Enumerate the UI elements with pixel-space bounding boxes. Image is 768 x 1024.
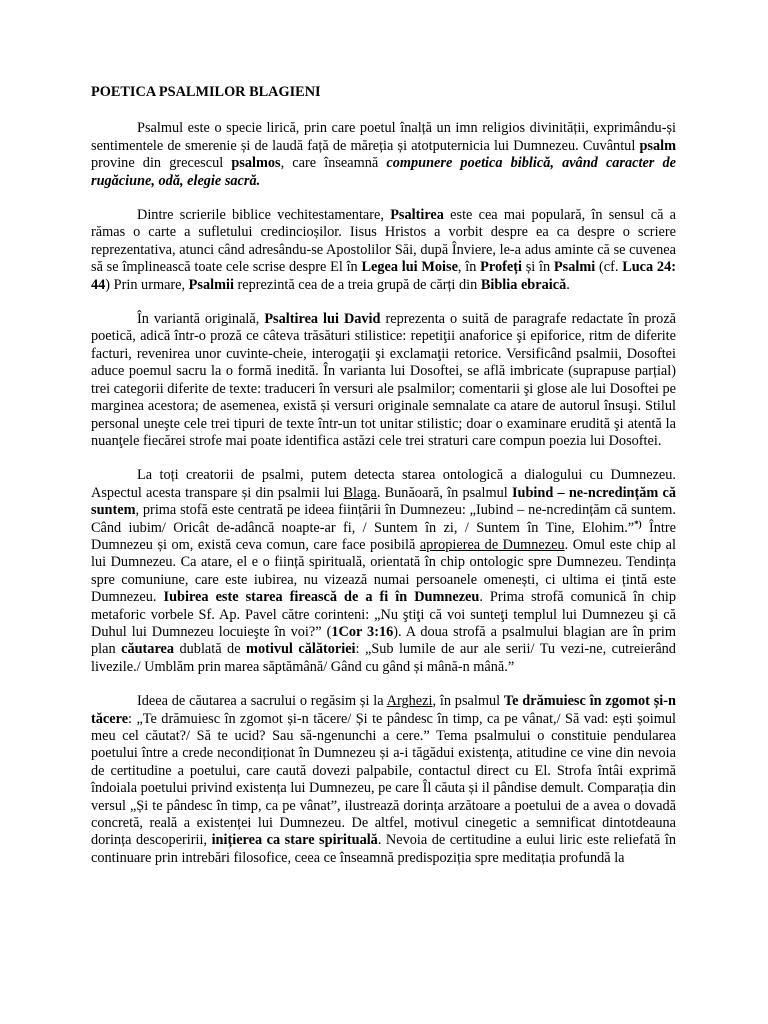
paragraph-3: În variantă originală, Psaltirea lui David reprezenta o suită de paragrafe redactate în proză poetică, adică într-o proză ce câteva trăsături stilistice: repetiţii anaforice şi epiforice, ritm de diferite facturi, revenirea unor cuvinte-cheie, interogaţii şi exclamaţii retorice. Versificând psalmii, Dosoftei aduce poemul sacru la o formă inedită. În varianta lui Dosoftei, se află imbricate (suprapuse parțial) trei categorii diferite de texte: traduceri în versuri ale psalmilor; comentarii şi glose ale lui Dosoftei pe marginea acestora; de asemenea, există și versuri originale semnalate ca atare de autorul însuşi. Stilul personal uneşte cele trei tipuri de texte într-un tot unitar stilistic; doar o examinare erudită şi atentă la nuanţele fiecărei strofe mai poate identifica astăzi cele trei straturi care compun poezia lui Dosoftei. bbox=[91, 311, 677, 449]
link-arghezi[interactable]: Arghezi bbox=[386, 693, 433, 710]
paragraph-5: Ideea de căutarea a sacrului o regăsim și la Arghezi, în psalmul Te drămuiesc în zgomot și-n tăcere: „Te drămuiesc în zgomot și-n tăcere/ Și te pândesc în timp, ca pe vânat,/ Să vad: ești șoimul meu cel căutat?/ Să te ucid? Sau să-ngenunchi a cere.” Tema psalmului o constituie pendularea poetului între a crede necondiționat în Dumnezeu și a-i tăgădui existența, atitudine ce vine din nevoia de certitudine a poetului, care caută dovezi palpabile, contactul direct cu El. Strofa întâi exprimă îndoiala poetului privind existența lui Dumnezeu, pe care Îl căuta și il pândise demult. Comparația din versul „Și te pândesc în timp, ca pe vânat”, ilustrează dorința arzătoare a poetului de a avea o dovadă concretă, reală a existenței lui Dumnezeu. De altfel, motivul cinegetic a semnificat dintotdeauna dorința descoperirii, inițierea ca stare spirituală. Nevoia de certitudine a eului liric este reliefată în continuare prin intrebări filosofice, ceea ce înseamnă predispoziția spre meditația profundă la bbox=[91, 693, 676, 866]
paragraph-1: Psalmul este o specie lirică, prin care poetul înalță un imn religios divinității, exprimându-și sentimentele de smerenie și de laudă față de măreția și atotputernicia lui Dumnezeu. Cuvântul psalm provine din grecescul psalmos, care înseamnă compunere poetica biblică, având caracter de rugăciune, odă, elegie sacră. bbox=[91, 120, 677, 189]
footnote-marker: *) bbox=[634, 518, 642, 529]
document-page bbox=[91, 84, 676, 867]
link-blaga[interactable]: Blaga bbox=[343, 484, 377, 501]
paragraph-4: La toți creatorii de psalmi, putem detecta starea ontologică a dialogului cu Dumnezeu. Aspectul acesta transpare și din psalmii lui Blaga. Bunăoară, în psalmul Iubind – ne-ncredințăm că suntem, prima stofă este centrată pe ideea ființării în Dumnezeu: „Iubind – ne-ncredințăm că suntem. Când iubim/ Oricât de-adâncă noapte-ar fi, / Suntem în zi, / Suntem în Tine, Elohim.”*) Între Dumnezeu și om, există ceva comun, care face posibilă apropierea de Dumnezeu. Omul este chip al lui Dumnezeu. Ca atare, el e o ființă spirituală, orientată în chip ontologic spre Dumnezeu. Tendința spre comuniune, care este iubirea, nu vizează numai persoanele omenești, ci ultima ei țintă este Dumnezeu. Iubirea este starea firească de a fi în Dumnezeu. Prima strofă comunică în chip metaforic vorbele Sf. Ap. Pavel către corinteni: „Nu ştiţi că voi sunteţi templul lui Dumnezeu şi că Duhul lui Dumnezeu locuieşte în voi?” (1Cor 3:16). A doua strofă a psalmului blagian are în prim plan căutarea dublată de motivul călătoriei: „Sub lumile de aur ale serii/ Tu vezi-ne, cutreierând livezile./ Umblăm prin marea săptămână/ Gând cu gând și mână-n mână.” bbox=[91, 467, 677, 675]
link-apropierea[interactable]: apropierea de Dumnezeu bbox=[419, 536, 565, 553]
document-title: POETICA PSALMILOR BLAGIENI bbox=[91, 84, 321, 100]
paragraph-2: Dintre scrierile biblice vechitestamentare, Psaltirea este cea mai populară, în sensul că a rămas o carte a sufletului credincioșilor. Iisus Hristos a vorbit despre ea ca despre o scriere reprezentativa, atunci când adresându-se Apostolilor Săi, după Înviere, le-a adus aminte că se cuvenea să se împlinească toate cele scrise despre El în Legea lui Moise, în Profeți și în Psalmi (cf. Luca 24: 44) Prin urmare, Psalmii reprezintă cea de a treia grupă de cărți din Biblia ebraică. bbox=[91, 207, 676, 293]
